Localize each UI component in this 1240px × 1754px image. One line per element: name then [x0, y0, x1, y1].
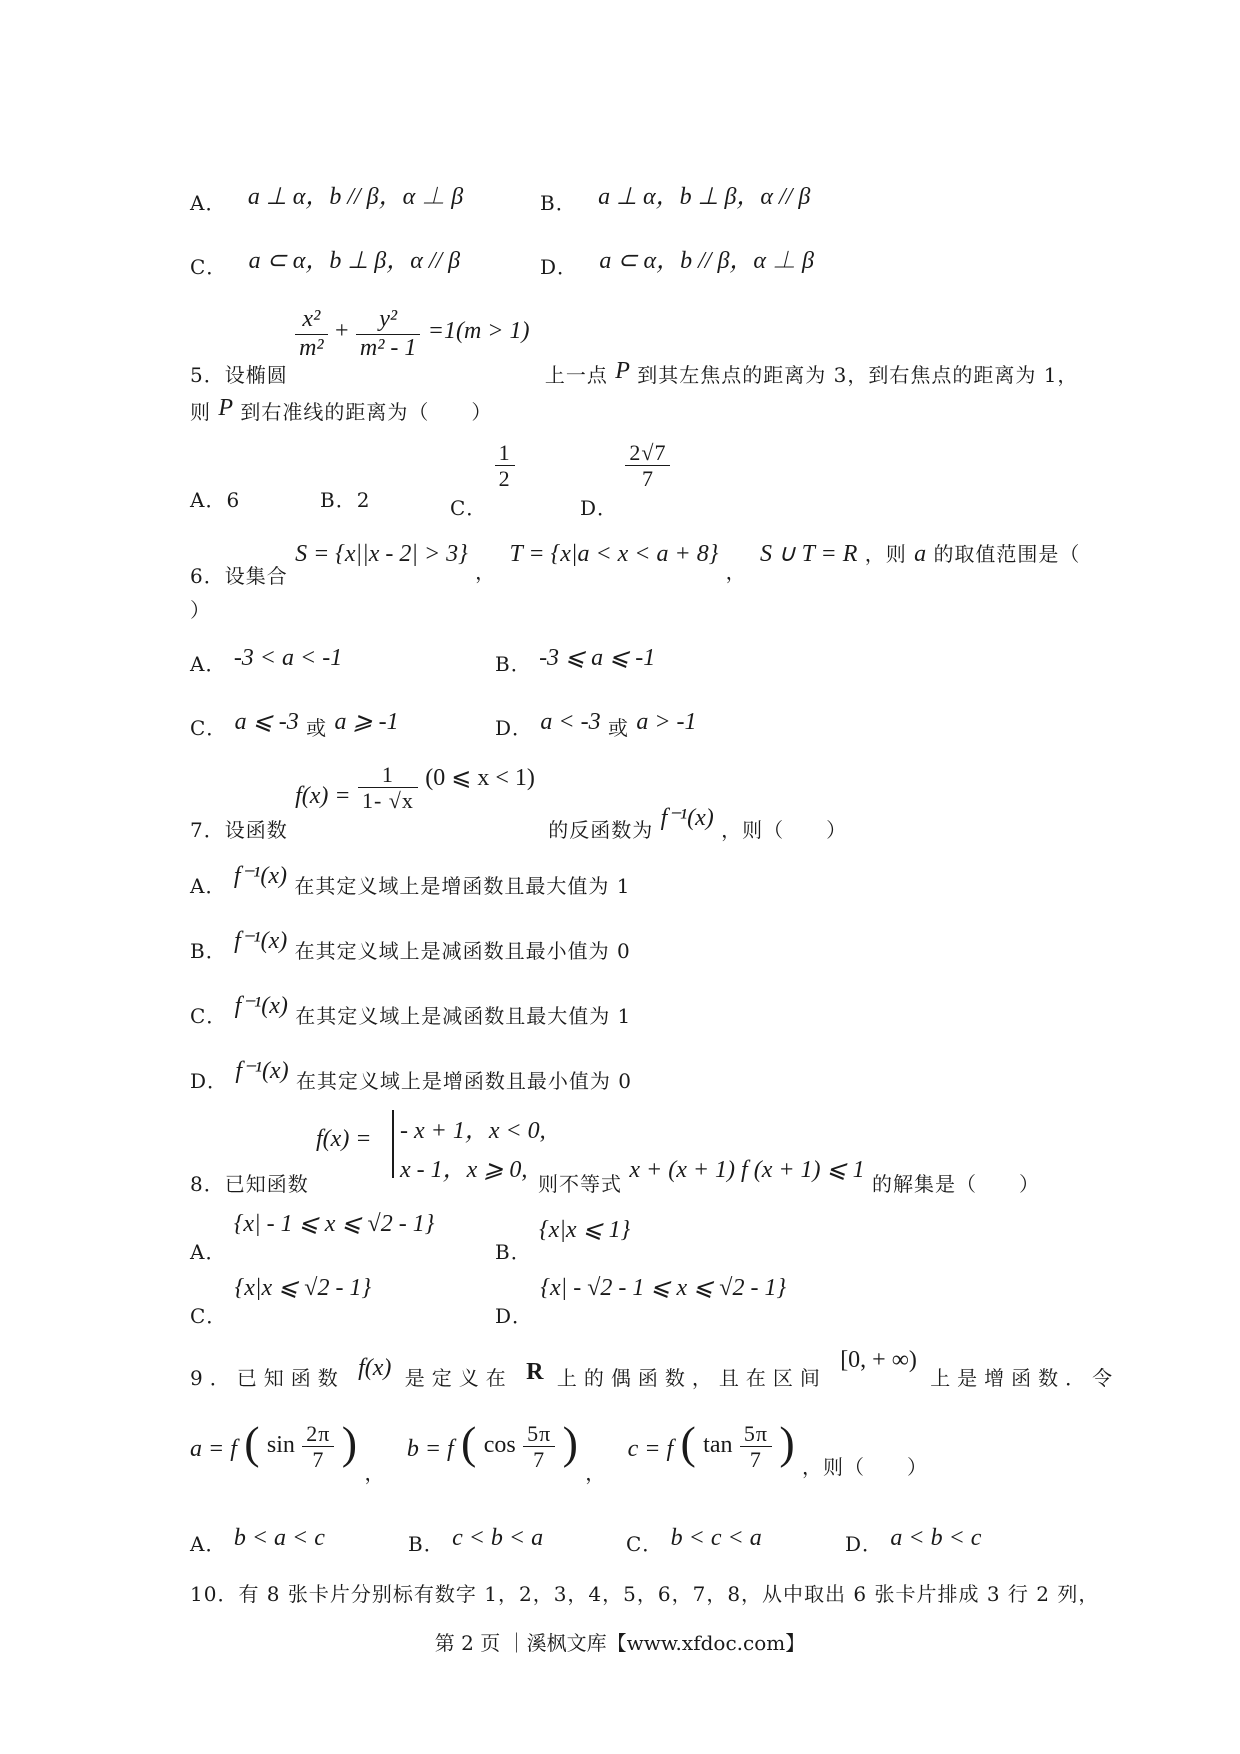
q4-option-d [540, 246, 814, 281]
q4-option-b [540, 182, 810, 217]
q5-fraction-x: $\frac{\text{x²}}{\text{m²}}$ [295, 306, 328, 362]
q4-option-a [190, 182, 463, 217]
set-union: S ∪ T = R [760, 541, 858, 567]
q5-options [190, 484, 240, 513]
q9-interval: [0, + ∞) [840, 1347, 917, 1373]
q8-piecewise [392, 1110, 546, 1183]
q6-stem-line2: ） [190, 598, 211, 622]
q7-domain: (0 ⩽ x < 1) [425, 765, 535, 792]
q5-text-2: 到其左焦点的距离为 3，到右焦点的距离为 1， [637, 362, 1079, 387]
option-expr: a ⊥ α，b // β，α ⊥ β [247, 184, 464, 210]
q7-option-c: C． f⁻¹(x) 在其定义域上是减函数且最大值为 1 [190, 993, 632, 1028]
q5-fraction-y: $\frac{\text{y²}}{\text{m² - 1}}$ [356, 306, 421, 362]
option-label: B． [540, 191, 577, 215]
q7-option-b: B． f⁻¹(x) 在其定义域上是减函数且最小值为 0 [190, 928, 631, 963]
q8-option-d: D． {x| - √2 - 1 ⩽ x ⩽ √2 - 1} [495, 1275, 787, 1328]
paren-open: ( [680, 1417, 696, 1468]
q8-case-1: - x + 1，x < 0, [400, 1118, 546, 1144]
q5-option-a: A．6 [190, 488, 241, 512]
option-label: C． [190, 255, 228, 279]
q8-option-a: A． {x| - 1 ⩽ x ⩽ √2 - 1} [190, 1211, 435, 1264]
q5-option-d-fraction: $\frac{2√7}{7}$ [625, 440, 670, 492]
q9-definitions: a = f ( sin $\frac{2\pi}{7}$ ) ， b = f ( cos $\frac{5\pi}{7}$ ) ， c = f ( tan $\frac{5\pi}{7}$ ) ，则（ ） [190, 1417, 929, 1485]
paren-open: ( [244, 1417, 260, 1468]
q9-option-d: D． a < b < c [845, 1525, 982, 1556]
option-label: D． [540, 255, 579, 279]
q8-option-b: B． {x|x ⩽ 1} [495, 1217, 631, 1264]
q4-option-c [190, 246, 460, 281]
point-p: P [615, 357, 630, 384]
q6-option-c: C． a ⩽ -3 或 a ⩾ -1 [190, 709, 399, 740]
q9-option-c: C． b < c < a [626, 1525, 762, 1556]
q9-b-fraction: $\frac{5\pi}{7}$ [523, 1421, 555, 1473]
q5-prefix: 5．设椭圆 [190, 362, 288, 387]
option-expr: a ⊂ α，b // β，α ⊥ β [599, 248, 814, 274]
paren-close: ) [341, 1417, 358, 1468]
page-footer: 第 2 页 ｜溪枫文库【www.xfdoc.com】 [434, 1631, 806, 1655]
option-expr: a ⊂ α，b ⊥ β，α // β [248, 248, 461, 274]
q9-stem: 9．已知函数 f(x) 是定义在 R 上的偶函数，且在区间 [0, + ∞) 上是增函数．令 [190, 1347, 1120, 1390]
paren-close: ) [562, 1417, 578, 1468]
q6-option-d: D． a < -3 或 a > -1 [495, 709, 697, 740]
q9-option-b: B． c < b < a [408, 1525, 544, 1556]
q5-stem [190, 306, 1079, 387]
inverse-function: f⁻¹(x) [660, 805, 714, 832]
point-p: P [218, 395, 234, 421]
set-t: T = {x|a < x < a + 8} [509, 541, 719, 567]
q9-c-fraction: $\frac{5\pi}{7}$ [740, 1421, 772, 1473]
set-s: S = {x||x - 2| > 3} [295, 541, 468, 567]
q5-option-d: D． $\frac{2√7}{7}$ [580, 440, 670, 492]
q9-a-fraction: $\frac{2\pi}{7}$ [302, 1421, 334, 1473]
q8-condition: 则不等式 x + (x + 1) f (x + 1) ⩽ 1 的解集是（ ） [538, 1157, 1041, 1196]
q5-stem-line2: 则 P 到右准线的距离为（ ） [190, 395, 493, 424]
option-label: A． [190, 191, 227, 215]
q7-option-a: A． f⁻¹(x) 在其定义域上是增函数且最大值为 1 [190, 863, 631, 898]
q9-option-a: A． b < a < c [190, 1525, 325, 1556]
q8-prefix: 8．已知函数 [190, 1172, 309, 1196]
paren-close: ) [779, 1417, 795, 1468]
q5-equation-tail: =1(m > 1) [427, 317, 530, 344]
q6-option-b: B． -3 ⩽ a ⩽ -1 [495, 645, 656, 676]
q7-stem: 7．设函数 f(x) = $\frac{1}{1- √x}$ (0 ⩽ x < 1) 的反函数为 f⁻¹(x) ，则（ ） [190, 762, 848, 843]
q5-option-b: B．2 [320, 488, 371, 512]
plus-sign: + [334, 317, 349, 344]
option-expr: a ⊥ α，b ⊥ β，α // β [598, 184, 811, 210]
q7-fraction: $\frac{1}{1- √x}$ [358, 762, 418, 814]
function-f: f(x) = [295, 783, 351, 810]
q5-option-c: C． $\frac{1}{2}$ [450, 440, 515, 492]
q7-option-d: D． f⁻¹(x) 在其定义域上是增函数且最小值为 0 [190, 1058, 633, 1093]
q8-inequality: x + (x + 1) f (x + 1) ⩽ 1 [629, 1157, 865, 1183]
q10-stem: 10．有 8 张卡片分别标有数字 1，2，3，4，5，6，7，8，从中取出 6 张卡片排成 3 行 2 列， [190, 1582, 1100, 1606]
q8-function: f(x) = [316, 1126, 372, 1152]
q6-option-a: A． -3 < a < -1 [190, 645, 343, 676]
paren-open: ( [461, 1417, 477, 1468]
q8-option-c: C． {x|x ⩽ √2 - 1} [190, 1275, 372, 1328]
q8-case-2: x - 1，x ⩾ 0, [400, 1157, 528, 1183]
q6-stem: 6．设集合 S = {x||x - 2| > 3} ， T = {x|a < x < a + 8} ， S ∪ T = R ，则 a 的取值范围是（ [190, 541, 1081, 588]
q5-text: 上一点 [544, 362, 608, 387]
q5-option-c-fraction: $\frac{1}{2}$ [495, 440, 515, 492]
